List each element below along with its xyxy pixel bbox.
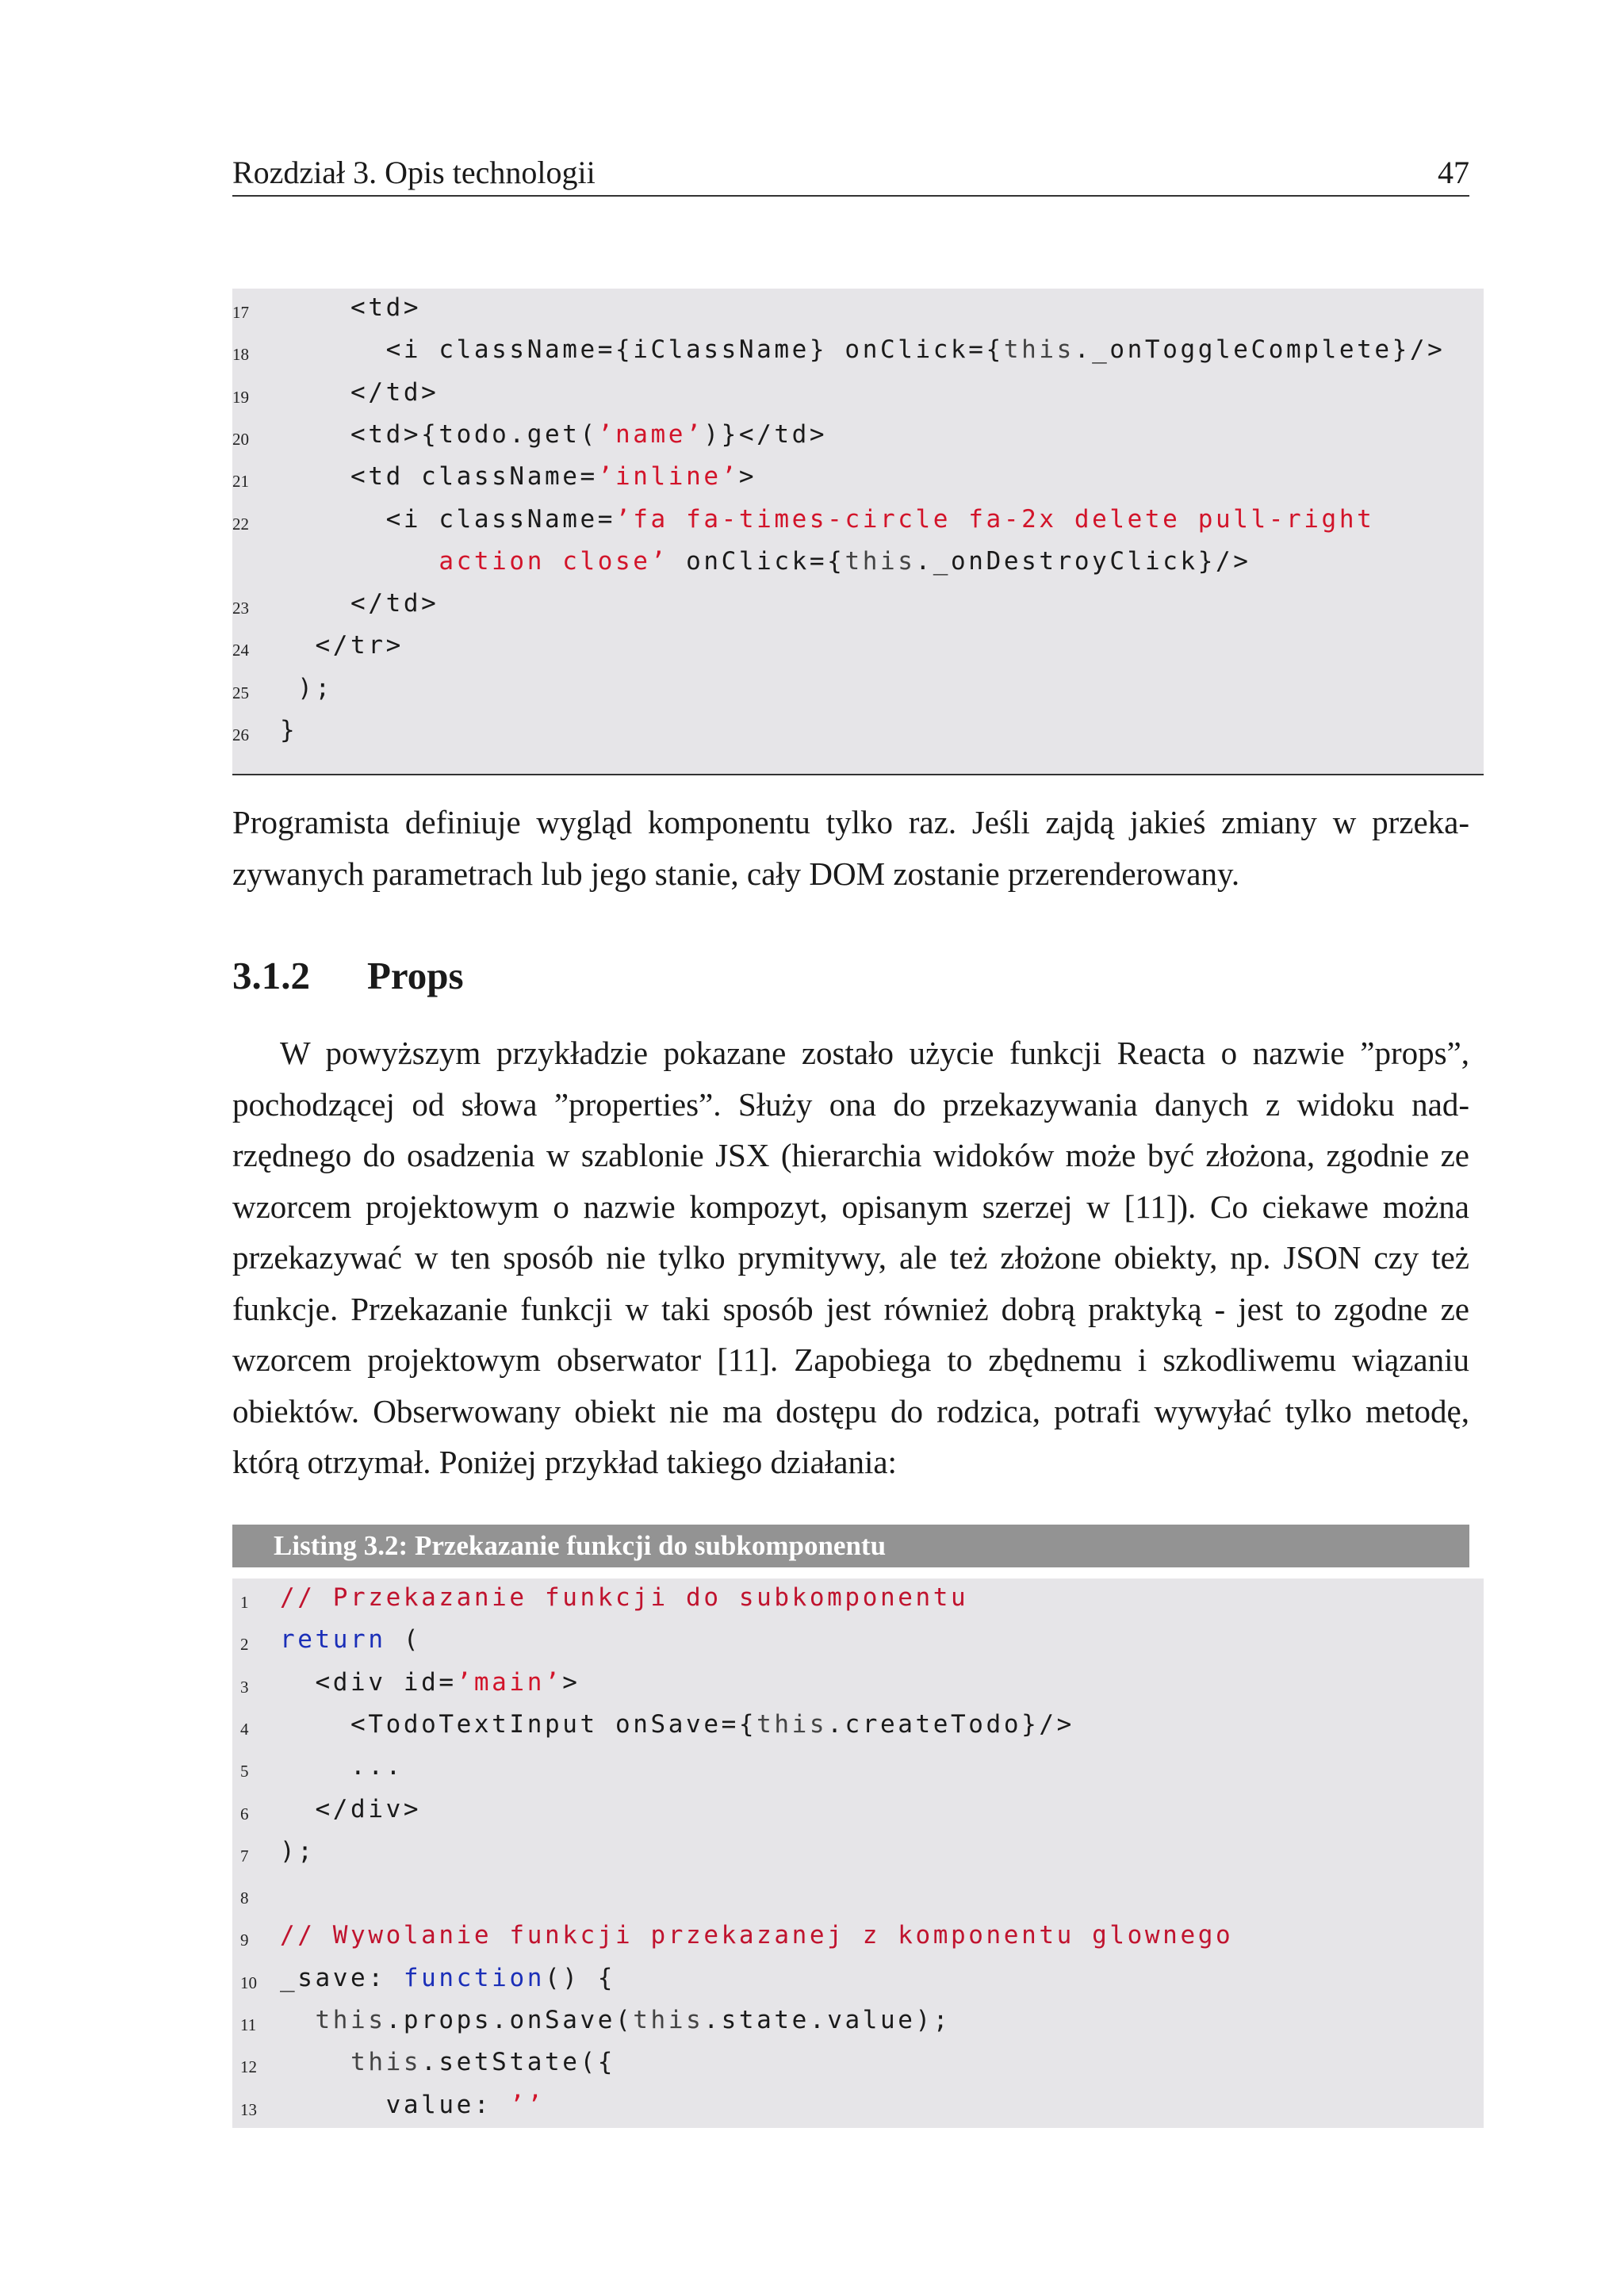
code-line [232, 1752, 1484, 1793]
code-text [280, 2006, 951, 2034]
line-number: 2 [240, 1635, 249, 1655]
code-token [280, 2006, 316, 2034]
code-token: action close’ [280, 546, 668, 576]
paragraph-intro [232, 797, 1469, 899]
code-line [232, 589, 1484, 630]
code-token: this [756, 1709, 828, 1739]
code-token [280, 2048, 350, 2076]
code-text [280, 1964, 615, 1992]
code-token: ... [280, 1752, 404, 1781]
code-line [232, 335, 1484, 377]
code-token: ._onToggleComplete}/> [1074, 335, 1446, 365]
code-token: this [845, 546, 916, 576]
line-number: 21 [232, 472, 249, 492]
code-token: <td> [280, 293, 422, 322]
code-token: // Przekazanie funkcji do subkomponentu [280, 1583, 969, 1612]
code-token: this [315, 2006, 386, 2034]
code-text [280, 1668, 580, 1697]
page-number: 47 [1438, 155, 1469, 190]
text-line: Programista definiuje wygląd komponentu tylko raz. Jeśli zajdą jakieś zmiany w przeka- [232, 804, 1469, 840]
code-token: > [562, 1667, 580, 1697]
code-text [280, 547, 1251, 576]
code-token: .props.onSave( [385, 2006, 634, 2034]
code-token: onClick={ [668, 546, 845, 576]
code-token: ’’ [509, 2090, 545, 2119]
code-token: <td>{todo.get( [280, 419, 598, 449]
code-line [232, 293, 1484, 335]
code-token: // Wywolanie funkcji przekazanej z komponentu glownego [280, 1921, 1234, 1950]
code-token: _save: [280, 1963, 404, 1992]
running-header [232, 147, 1469, 197]
code-token: </td> [280, 589, 439, 618]
code-token: value: [280, 2090, 510, 2119]
code-token: .setState({ [421, 2048, 616, 2077]
code-token: .createTodo}/> [827, 1709, 1074, 1739]
code-listing-continued [232, 289, 1484, 775]
code-line [232, 462, 1484, 503]
code-text [280, 2048, 615, 2076]
line-number: 8 [240, 1888, 249, 1908]
section-number: 3.1.2 [232, 954, 310, 997]
code-token: <TodoTextInput onSave={ [280, 1709, 757, 1739]
line-number: 1 [240, 1593, 249, 1612]
code-text [280, 293, 421, 322]
code-token: this [350, 2048, 422, 2077]
line-number: 3 [240, 1677, 249, 1697]
text-line: rzędnego do osadzenia w szablonie JSX (hierarchia widoków może być złożona, zgodnie ze [232, 1137, 1469, 1173]
code-token: </div> [280, 1794, 422, 1823]
code-text [280, 1752, 404, 1781]
paragraph-props [232, 1027, 1469, 1488]
line-number: 17 [232, 303, 249, 322]
section-heading [232, 953, 464, 998]
code-token: ’fa fa-times-circle fa-2x delete pull-right [615, 504, 1375, 534]
line-number: 4 [240, 1719, 249, 1739]
code-line [232, 1583, 1484, 1624]
text-line: obiektów. Obserwowany obiekt nie ma dostępu do rodzica, potrafi wywyłać tylko metodę, [232, 1392, 1469, 1429]
chapter-title: Rozdział 3. Opis technologii [232, 155, 596, 190]
line-number: 10 [240, 1973, 257, 1992]
code-token: } [280, 716, 298, 744]
line-number: 6 [240, 1804, 249, 1823]
code-line [232, 2006, 1484, 2047]
code-token: </td> [280, 377, 439, 407]
listing-caption-text: Listing 3.2: Przekazanie funkcji do subkomponentu [274, 1530, 887, 1561]
line-number: 9 [240, 1931, 249, 1950]
line-number: 22 [232, 514, 249, 534]
code-text [280, 2091, 545, 2119]
code-line [232, 674, 1484, 715]
code-line [232, 1964, 1484, 2005]
code-line [232, 716, 1484, 757]
code-text [280, 1625, 421, 1654]
code-text [280, 420, 827, 449]
code-token: ’inline’ [597, 462, 739, 492]
line-number: 12 [240, 2057, 257, 2077]
code-line [232, 547, 1484, 588]
text-line: funkcje. Przekazanie funkcji w taki sposób jest również dobrą praktyką - jest to zgodne ze [232, 1290, 1469, 1327]
line-number: 13 [240, 2099, 257, 2119]
code-token: ( [385, 1625, 422, 1655]
code-line [232, 1837, 1484, 1878]
line-number: 24 [232, 641, 249, 660]
code-text [280, 378, 439, 407]
code-text [280, 335, 1445, 364]
code-token: .state.value); [703, 2006, 952, 2034]
code-token: return [280, 1625, 386, 1655]
line-number: 11 [240, 2015, 257, 2034]
code-line [232, 1625, 1484, 1667]
text-line: wzorcem projektowym obserwator [11]. Zapobiega to zbędnemu i szkodliwemu wiązaniu [232, 1341, 1469, 1378]
code-token: ); [280, 1836, 316, 1866]
line-number: 18 [232, 345, 249, 365]
code-text [280, 589, 439, 618]
text-line: zywanych parametrach lub jego stanie, cały DOM zostanie przerenderowany. [232, 855, 1240, 892]
code-line [232, 2048, 1484, 2089]
code-line [232, 631, 1484, 672]
code-line [232, 1795, 1484, 1836]
code-token: </tr> [280, 631, 404, 660]
code-line [232, 1668, 1484, 1709]
code-text [280, 716, 297, 744]
line-number: 20 [232, 429, 249, 449]
code-text [280, 505, 1374, 534]
code-token: <i className={iClassName} onClick={ [280, 335, 1004, 365]
code-text [280, 1583, 968, 1612]
line-number: 19 [232, 387, 249, 407]
listing-caption [232, 1525, 1469, 1567]
code-line [232, 2091, 1484, 2132]
code-token: <i className= [280, 504, 616, 534]
code-text [280, 1837, 316, 1866]
line-number: 25 [232, 683, 249, 702]
code-token: this [633, 2006, 704, 2034]
code-token: > [738, 462, 757, 492]
section-title: Props [367, 954, 464, 997]
code-text [280, 1921, 1233, 1950]
text-line: którą otrzymał. Poniżej przykład takiego działania: [232, 1444, 897, 1480]
line-number: 23 [232, 599, 249, 618]
line-number: 26 [232, 725, 249, 744]
code-token: ’main’ [456, 1667, 563, 1697]
code-token: function [403, 1963, 545, 1992]
code-token: )}</td> [703, 419, 828, 449]
code-text [280, 1795, 421, 1823]
code-text [280, 674, 333, 702]
code-text [280, 1710, 1074, 1739]
code-text [280, 631, 404, 660]
code-token: ’name’ [597, 419, 704, 449]
code-token: ._onDestroyClick}/> [915, 546, 1251, 576]
code-listing-3-2 [232, 1578, 1484, 2128]
code-line [232, 1710, 1484, 1751]
text-line: W powyższym przykładzie pokazane zostało użycie funkcji Reacta o nazwie ”props”, [280, 1035, 1469, 1071]
code-line [232, 420, 1484, 461]
text-line: pochodzącej od słowa ”properties”. Służy ona do przekazywania danych z widoku nad- [232, 1085, 1469, 1123]
code-token: <div id= [280, 1667, 457, 1697]
code-line [232, 1921, 1484, 1962]
line-number: 5 [240, 1762, 249, 1781]
text-line: przekazywać w ten sposób nie tylko prymitywy, ale też złożone obiekty, np. JSON czy też [232, 1239, 1469, 1276]
code-token: () { [544, 1963, 616, 1992]
code-token: this [1003, 335, 1074, 365]
code-text [280, 462, 756, 491]
code-line [232, 1879, 1484, 1920]
line-number: 7 [240, 1846, 249, 1866]
code-line [232, 378, 1484, 419]
code-token: ); [280, 673, 333, 702]
code-line [232, 505, 1484, 546]
code-token: <td className= [280, 462, 598, 492]
text-line: wzorcem projektowym o nazwie kompozyt, opisanym szerzej w [11]). Co ciekawe można [232, 1188, 1469, 1225]
